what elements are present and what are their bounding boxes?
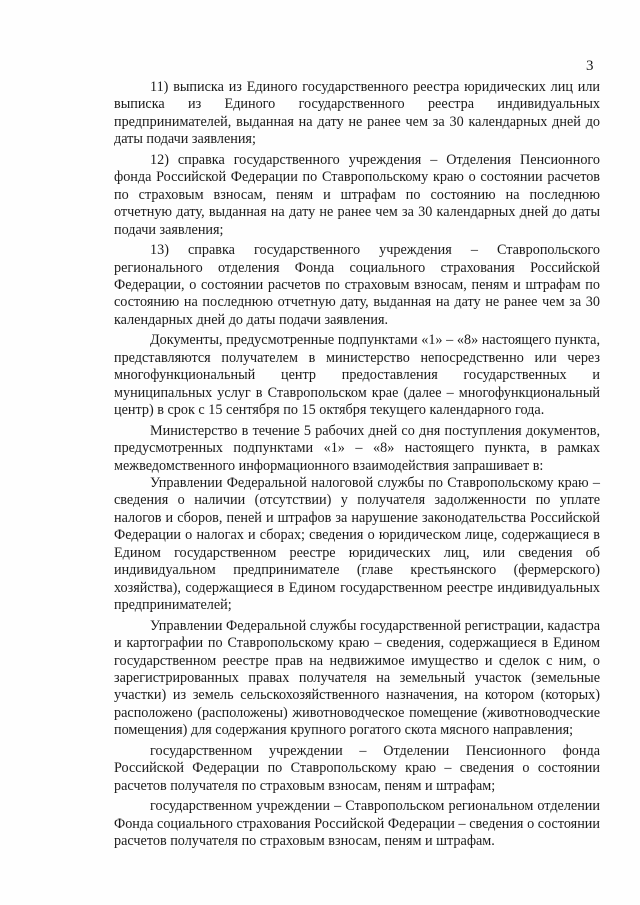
paragraph-item-11: 11) выписка из Единого государственного реестра юридических лиц или выписка из Единого государственного реестра индивидуальных предпринимателей, выданная на дату не ранее чем за 30 календарных дней до даты подачи заявления; <box>114 79 600 148</box>
paragraph-tax-service: Управлении Федеральной налоговой службы по Ставропольскому краю – сведения о наличии (отсутствии) у получателя задолженности по уплате налогов и сборов, пеней и штрафов за нарушение законодательства Российской Федерации о налогах и сборах; сведения о юридическом лице, содержащиеся в Едином государственном реестре юридических лиц, или сведения об индивидуальном предпринимателе (главе крестьянского (фермерского) хозяйства), содержащиеся в Едином государственном реестре индивидуальных предпринимателей; <box>114 474 600 614</box>
page-number: 3 <box>586 58 594 74</box>
paragraph-social-insurance-fund: государственном учреждении – Ставропольском региональном отделении Фонда социального страхования Российской Федерации – сведения о состоянии расчетов получателя по страховым взносам, пеням и штрафам. <box>114 798 600 850</box>
document-body <box>114 79 600 850</box>
paragraph-documents-submission: Документы, предусмотренные подпунктами «1» – «8» настоящего пункта, представляются получателем в министерство непосредственно или через многофункциональный центр предоставления государственных и муниципальных услуг в Ставропольском крае (далее – многофункциональный центр) в срок с 15 сентября по 15 октября текущего календарного года. <box>114 332 600 419</box>
paragraph-registration-service: Управлении Федеральной службы государственной регистрации, кадастра и картографии по Ставропольскому краю – сведения, содержащиеся в Едином государственном реестре прав на недвижимое имущество и сделок с ним, о зарегистрированных правах получателя на земельный участок (земельные участки) из земель сельскохозяйственного назначения, на котором (которых) расположено (расположены) животноводческое помещение (животноводческие помещения) для содержания крупного рогатого скота мясного направления; <box>114 617 600 739</box>
paragraph-item-13: 13) справка государственного учреждения – Ставропольского регионального отделения Фонда социального страхования Российской Федерации, о состоянии расчетов по страховым взносам, пеням и штрафам по состоянию на последнюю отчетную дату, выданная на дату не ранее чем за 30 календарных дней до даты подачи заявления. <box>114 242 600 328</box>
paragraph-pension-fund: государственном учреждении – Отделении Пенсионного фонда Российской Федерации по Ставропольскому краю – сведения о состоянии расчетов получателя по страховым взносам, пеням и штрафам; <box>114 742 600 794</box>
paragraph-ministry-request: Министерство в течение 5 рабочих дней со дня поступления документов, предусмотренных подпунктами «1» – «8» настоящего пункта, в рамках межведомственного информационного взаимодействия запрашивает в: <box>114 422 600 474</box>
paragraph-item-12: 12) справка государственного учреждения – Отделения Пенсионного фонда Российской Федерации по Ставропольскому краю о состоянии расчетов по страховым взносам, пеням и штрафам по состоянию на последнюю отчетную дату, выданная на дату не ранее чем за 30 календарных дней до даты подачи заявления; <box>114 151 600 238</box>
